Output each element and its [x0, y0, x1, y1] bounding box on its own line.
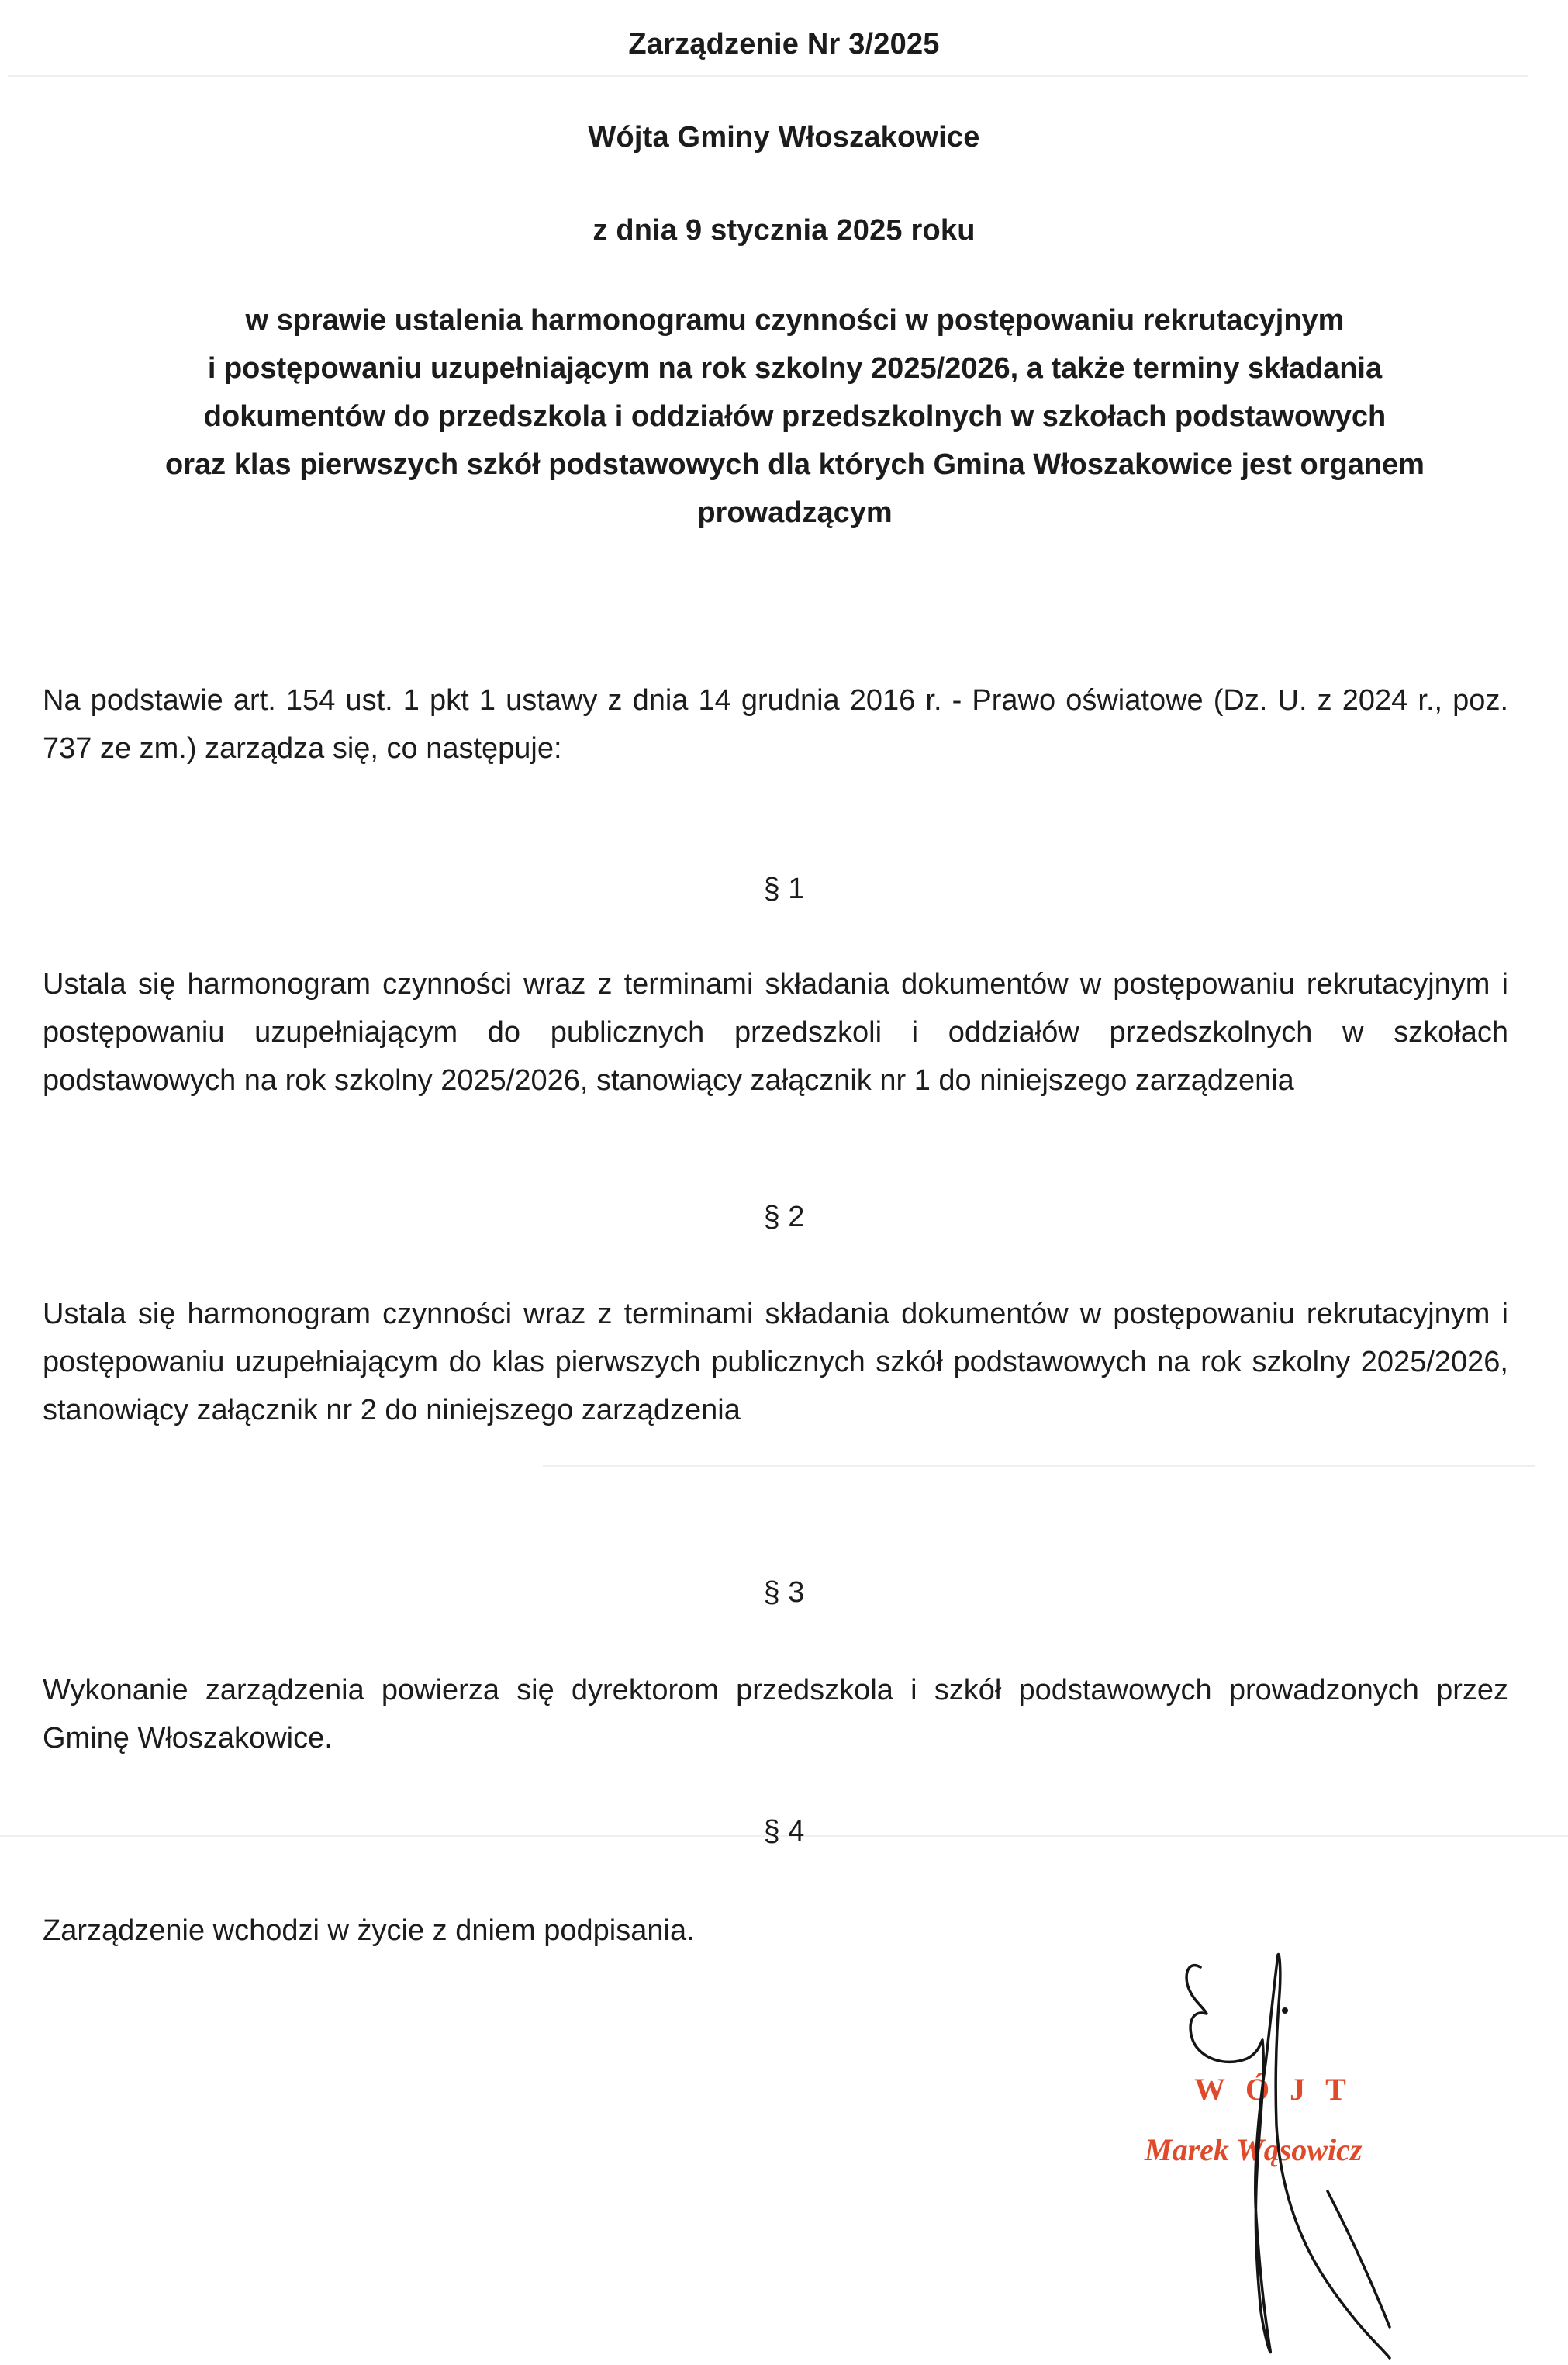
scan-artifact-line	[543, 1465, 1535, 1467]
section-text-3: Wykonanie zarządzenia powierza się dyrektorom przedszkola i szkół podstawowych prowadzonych przez Gminę Włoszakowice.	[43, 1674, 1508, 1755]
preamble: Na podstawie art. 154 ust. 1 pkt 1 ustawy z dnia 14 grudnia 2016 r. - Prawo oświatowe (Dz. U. z 2024 r., poz. 737 ze zm.) zarządza się, co następuje:	[43, 684, 1508, 765]
signature-block	[1086, 1924, 1435, 2365]
handwritten-signature-icon	[1086, 1924, 1435, 2365]
section-mark-1: § 1	[763, 873, 805, 905]
scan-artifact-line	[8, 75, 1528, 77]
document-issuer: Wójta Gminy Włoszakowice	[588, 121, 980, 154]
section-text-2: Ustala się harmonogram czynności wraz z terminami składania dokumentów w postępowaniu rekrutacyjnym i postępowaniu uzupełniającym do klas pierwszych publicznych szkół podstawowych na rok szkolny 2025/2026, stanowiący załącznik nr 2 do niniejszego zarządzenia	[43, 1298, 1508, 1426]
subject-line: dokumentów do przedszkola i oddziałów przedszkolnych w szkołach podstawowych	[203, 400, 1387, 433]
document-title: Zarządzenie Nr 3/2025	[628, 28, 940, 61]
section-mark-3: § 3	[763, 1576, 805, 1609]
section-mark-2: § 2	[763, 1201, 805, 1233]
document-date: z dnia 9 stycznia 2025 roku	[592, 214, 976, 247]
subject-line: w sprawie ustalenia harmonogramu czynności w postępowaniu rekrutacyjnym	[245, 304, 1345, 337]
stamp-name: Marek Wąsowicz	[1145, 2132, 1363, 2167]
section-text-4: Zarządzenie wchodzi w życie z dniem podpisania.	[43, 1914, 695, 1947]
stamp-title: WÓJT	[1194, 2072, 1366, 2107]
section-text-1: Ustala się harmonogram czynności wraz z terminami składania dokumentów w postępowaniu rekrutacyjnym i postępowaniu uzupełniającym do publicznych przedszkoli i oddziałów przedszkolnych w szkołach podstawowych na rok szkolny 2025/2026, stanowiący załącznik nr 1 do niniejszego zarządzenia	[43, 968, 1508, 1097]
document-subject	[47, 296, 1543, 537]
section-mark-4: § 4	[763, 1815, 805, 1848]
subject-line: oraz klas pierwszych szkół podstawowych dla których Gmina Włoszakowice jest organem	[165, 448, 1425, 481]
subject-line: prowadzącym	[697, 496, 893, 529]
subject-line: i postępowaniu uzupełniającym na rok szkolny 2025/2026, a także terminy składania	[207, 352, 1383, 385]
signature-dot	[1282, 2007, 1288, 2014]
